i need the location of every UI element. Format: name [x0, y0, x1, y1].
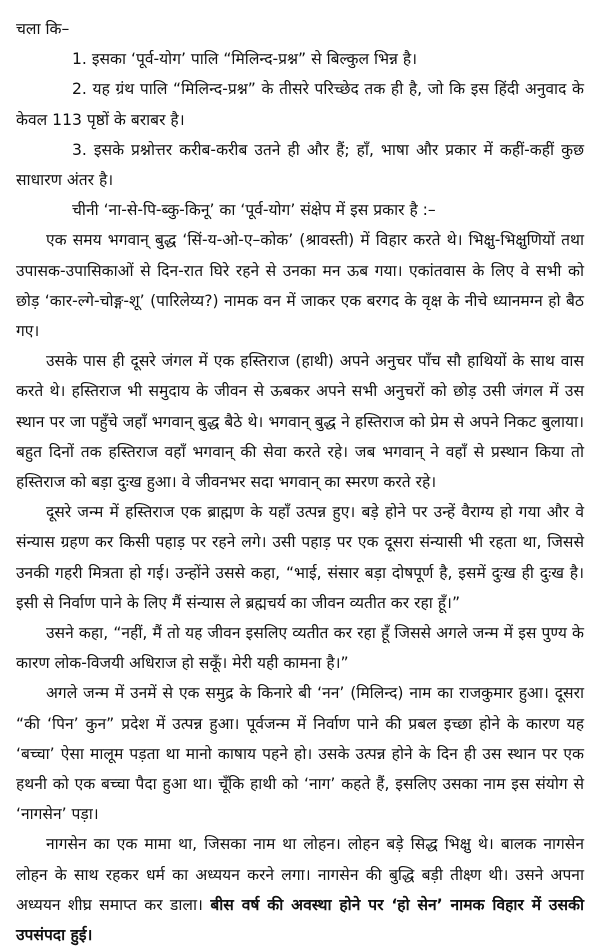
lead-line: चला कि– — [16, 20, 70, 38]
final-paragraph-bold: बीस वर्ष की अवस्था होने पर ‘हो सेन’ नामक विहार में उसकी उपसंपदा हुई। — [16, 895, 585, 945]
final-paragraph-text: नागसेन का एक मामा था, जिसका नाम था लोहन। लोहन बड़े सिद्ध भिक्षु थे। बालक नागसेन लोहन के साथ रहकर धर्म का अध्ययन करने लगा। नागसेन की बुद्धि बड़ी तीक्ष्ण थी। उसने अपना अध्ययन शीघ्र समाप्त कर डाला। — [16, 835, 584, 914]
paragraph: उसने कहा, “नहीं, मैं तो यह जीवन इसलिए व्यतीत कर रहा हूँ जिससे अगले जन्म में इस पुण्य के कारण लोक-विजयी अधिराज हो सकूँ। मेरी यही कामना है।” — [16, 624, 584, 673]
paragraph: एक समय भगवान् बुद्ध ‘सिं-य-ओ-ए–कोक’ (श्रावस्ती) में विहार करते थे। भिक्षु-भिक्षुणियों तथा उपासक-उपासिकाओं से दिन-रात घिरे रहने से उनका मन ऊब गया। एकांतवास के लिए वे सभी को छोड़ ‘कार-ल्गे-चोङ्ग-शू’ (पारिलेय्य?) नामक वन में जाकर एक बरगद के वृक्ष के नीचे ध्यानमग्न हो बैठ गए। — [16, 231, 584, 341]
point-3: 3. इसके प्रश्नोत्तर करीब-करीब उतने ही और हैं; हाँ, भाषा और प्रकार में कहीं-कहीं कुछ साधारण अंतर है। — [16, 140, 584, 190]
summary-intro: चीनी ‘ना-से-पि-ब्कु-किनू’ का ‘पूर्व-योग’ संक्षेप में इस प्रकार है :– — [72, 201, 436, 220]
paragraph: दूसरे जन्म में हस्तिराज एक ब्राह्मण के यहाँ उत्पन्न हुए। बड़े होने पर उन्हें वैराग्य हो गया और वे संन्यास ग्रहण कर किसी पहाड़ पर रहने लगे। उसी पहाड़ पर एक दूसरा संन्यासी भी रहता था, जिससे उनकी गहरी मित्रता हो गई। उन्होंने उससे कहा, “भाई, संसार बड़ा दोषपूर्ण है, इसमें दुःख ही दुःख है। इसी से निर्वाण पाने के लिए मैं संन्यास ले ब्रह्मचर्य का जीवन व्यतीत कर रहा हूँ।” — [16, 503, 584, 612]
final-paragraph — [16, 829, 584, 950]
document-page — [16, 14, 584, 950]
point-1: 1. इसका ‘पूर्व-योग’ पालि “मिलिन्द-प्रश्न” से बिल्कुल भिन्न है। — [72, 50, 418, 69]
paragraph: अगले जन्म में उनमें से एक समुद्र के किनारे बी ‘नन’ (मिलिन्द) नाम का राजकुमार हुआ। दूसरा “की ‘पिन’ कुन” प्रदेश में उत्पन्न हुआ। पूर्वजन्म में निर्वाण पाने की प्रबल इच्छा होने के कारण यह ‘बच्चा’ ऐसा मालूम पड़ता था मानो काषाय पहने हो। उसके उत्पन्न होने के दिन ही उस स्थान पर एक हथनी को एक बच्चा पैदा हुआ था। चूँकि हाथी को ‘नाग’ कहते हैं, इसलिए उसका नाम इस संयोग से ‘नागसेन’ पड़ा। — [16, 684, 584, 824]
paragraph: उसके पास ही दूसरे जंगल में एक हस्तिराज (हाथी) अपने अनुचर पाँच सौ हाथियों के साथ वास करते थे। हस्तिराज भी समुदाय के जीवन से ऊबकर अपने सभी अनुचरों को छोड़ उसी जंगल में उस स्थान पर जा पहुँचे जहाँ भगवान् बुद्ध बैठे थे। भगवान् बुद्ध ने हस्तिराज को प्रेम से अपने निकट बुलाया। बहुत दिनों तक हस्तिराज वहाँ भगवान् की सेवा करते रहे। जब भगवान् ने वहाँ से प्रस्थान किया तो हस्तिराज को बड़ा दुःख हुआ। वे जीवनभर सदा भगवान् का स्मरण करते रहे। — [16, 352, 584, 492]
point-2: 2. यह ग्रंथ पालि “मिलिन्द-प्रश्न” के तीसरे परिच्छेद तक ही है, जो कि इस हिंदी अनुवाद के केवल 113 पृष्ठों के बराबर है। — [16, 80, 584, 129]
